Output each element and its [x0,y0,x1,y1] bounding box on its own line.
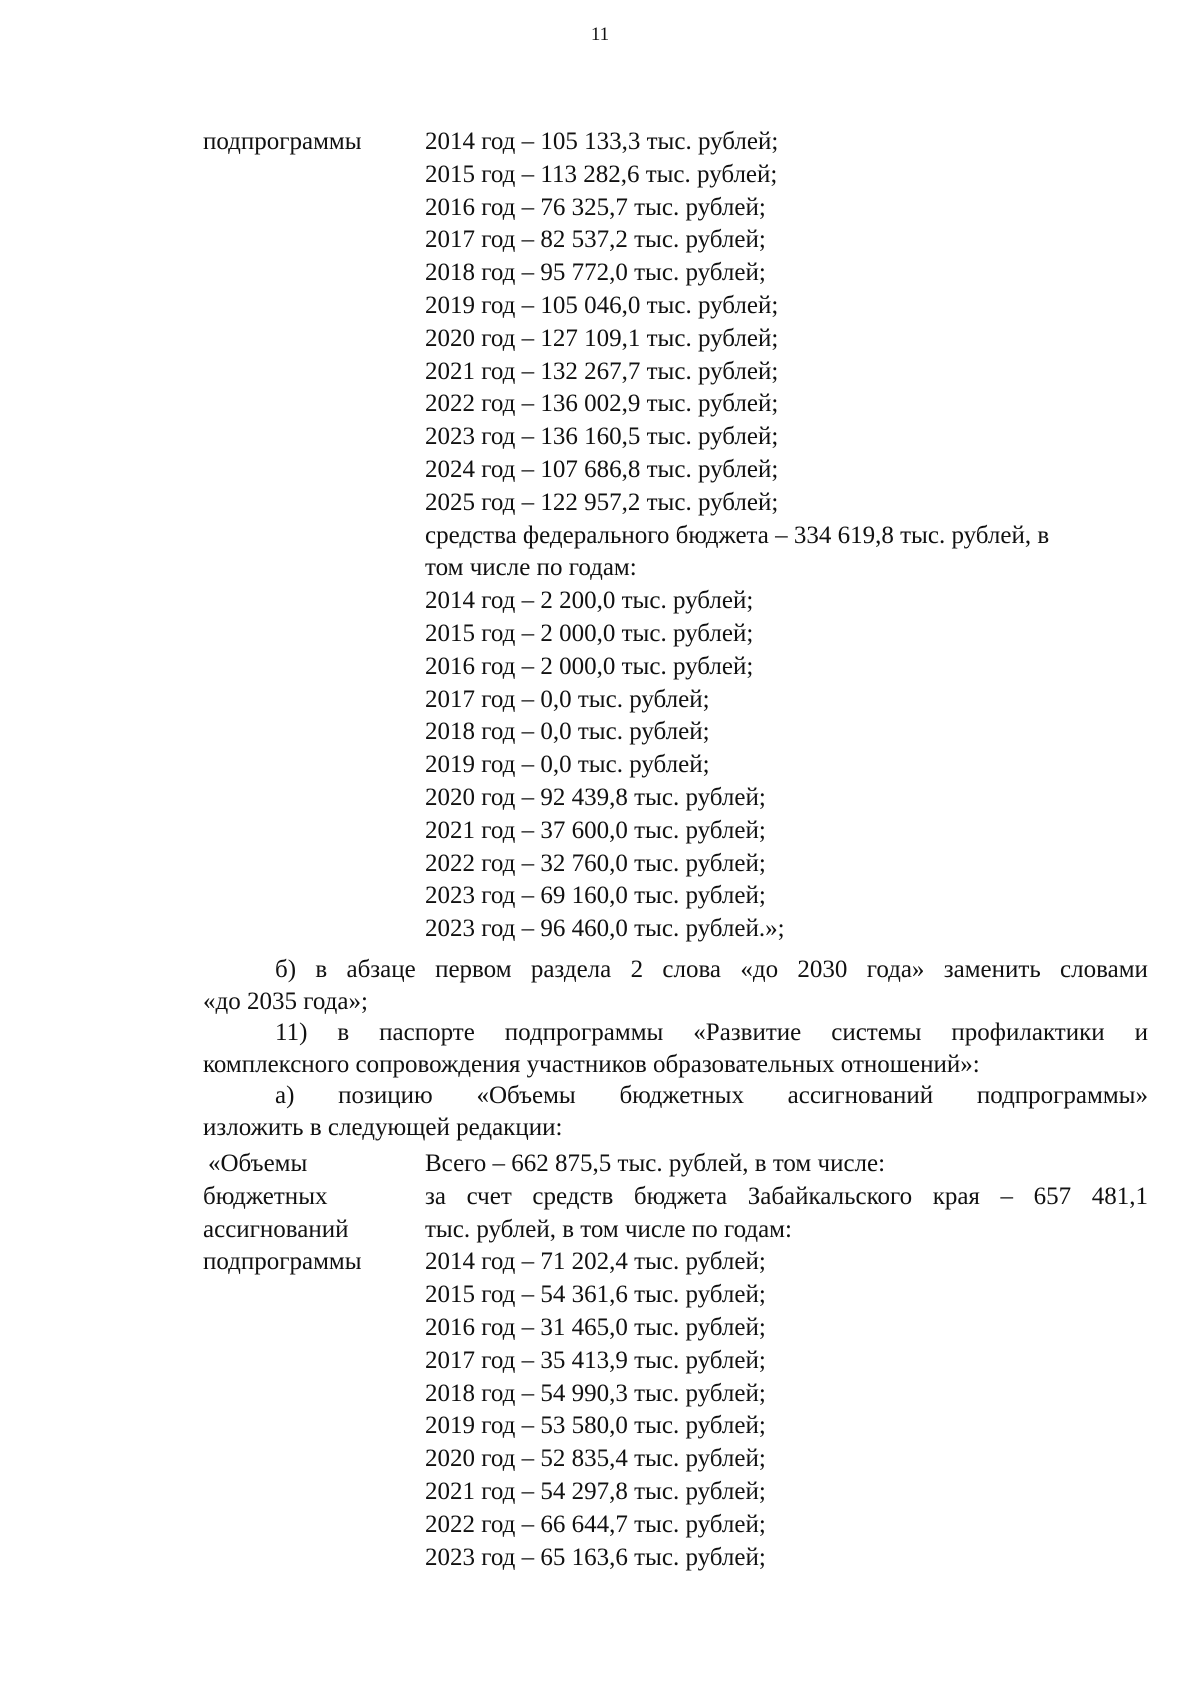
paragraph-b-line-1 [203,954,1148,986]
funding-row [203,1214,1148,1247]
funding-line: 2023 год – 65 163,6 тыс. рублей; [425,1543,766,1571]
funding-row [203,651,1148,684]
funding-line: 2023 год – 96 460,0 тыс. рублей.»; [425,915,785,943]
paragraph-11-line-1 [203,1017,1148,1049]
funding-row [203,192,1148,225]
funding-row [203,126,1148,159]
funding-row [203,224,1148,257]
regional-budget-line: тыс. рублей, в том числе по годам: [425,1215,792,1243]
word: года» [866,956,925,983]
funding-row [203,356,1148,389]
word: края [932,1182,980,1210]
word: паспорте [379,1019,475,1047]
funding-row [203,1443,1148,1476]
funding-row [203,454,1148,487]
word: «до [740,956,779,983]
funding-line: 2015 год – 2 000,0 тыс. рублей; [425,619,754,647]
word: 657 [1033,1182,1072,1210]
funding-line: 2020 год – 92 439,8 тыс. рублей; [425,783,766,811]
word: и [1134,1019,1148,1047]
funding-line: 2021 год – 54 297,8 тыс. рублей; [425,1477,766,1505]
page-number: 11 [590,24,610,45]
funding-row [203,388,1148,421]
funding-row [203,487,1148,520]
word: позицию [338,1082,433,1110]
funding-row [203,880,1148,913]
funding-line: 2021 год – 37 600,0 тыс. рублей; [425,816,766,844]
funding-line: 2015 год – 113 282,6 тыс. рублей; [425,160,778,188]
funding-line: 2016 год – 76 325,7 тыс. рублей; [425,193,766,221]
total-line: Всего – 662 875,5 тыс. рублей, в том числе: [425,1150,886,1177]
paragraph-b-line-2: «до 2035 года»; [203,987,368,1015]
word: раздела [530,956,612,983]
funding-row [203,1476,1148,1509]
funding-row [203,290,1148,323]
funding-row [203,421,1148,454]
funding-row [203,716,1148,749]
funding-row [203,1148,1148,1181]
funding-row [203,1345,1148,1378]
position-label: подпрограммы [203,1248,362,1276]
funding-row [203,1312,1148,1345]
word: 2 [630,956,644,983]
funding-line: 2019 год – 105 046,0 тыс. рублей; [425,291,779,319]
position-label: бюджетных [203,1182,328,1210]
funding-line: 2018 год – 95 772,0 тыс. рублей; [425,259,766,287]
funding-line: 2014 год – 71 202,4 тыс. рублей; [425,1248,766,1276]
funding-row [203,1542,1148,1575]
funding-row [203,913,1148,946]
funding-row [203,257,1148,290]
word: словами [1060,956,1148,983]
word: системы [831,1019,922,1047]
amendment-paragraphs [203,954,1148,1144]
funding-line: 2018 год – 0,0 тыс. рублей; [425,718,710,746]
funding-line: 2023 год – 69 160,0 тыс. рублей; [425,882,766,910]
word: 481,1 [1091,1182,1148,1210]
funding-row [203,1410,1148,1443]
funding-line: 2020 год – 52 835,4 тыс. рублей; [425,1445,766,1473]
funding-line: 2021 год – 132 267,7 тыс. рублей; [425,357,779,385]
funding-row [203,749,1148,782]
funding-line: 2014 год – 105 133,3 тыс. рублей; [425,128,779,155]
funding-line: 2024 год – 107 686,8 тыс. рублей; [425,455,779,483]
word: средств [532,1182,614,1210]
word: 2030 [797,956,848,983]
word: слова [662,956,722,983]
funding-row [203,1181,1148,1214]
funding-line: 2022 год – 136 002,9 тыс. рублей; [425,390,779,418]
funding-line: 2015 год – 54 361,6 тыс. рублей; [425,1281,766,1309]
position-label: «Объемы [208,1150,308,1177]
position-label: подпрограммы [203,128,362,155]
word: абзаце [346,956,416,983]
funding-row [203,815,1148,848]
funding-line: 2017 год – 35 413,9 тыс. рублей; [425,1346,766,1374]
funding-line: 2019 год – 53 580,0 тыс. рублей; [425,1412,766,1440]
funding-line: 2017 год – 0,0 тыс. рублей; [425,685,710,713]
federal-budget-line: средства федерального бюджета – 334 619,8 тыс. рублей, в [425,521,1050,549]
word: – [1000,1182,1014,1210]
word: Забайкальского [747,1182,913,1210]
funding-row [203,618,1148,651]
funding-line: 2018 год – 54 990,3 тыс. рублей; [425,1379,766,1407]
word: первом [435,956,512,983]
word: счет [466,1182,512,1210]
funding-row [203,1246,1148,1279]
funding-line: 2022 год – 32 760,0 тыс. рублей; [425,849,766,877]
funding-line: 2022 год – 66 644,7 тыс. рублей; [425,1510,766,1538]
funding-line: 2016 год – 31 465,0 тыс. рублей; [425,1313,766,1341]
funding-row [203,159,1148,192]
funding-row [203,520,1148,553]
word: а) [275,1082,295,1110]
word: профилактики [951,1019,1105,1047]
position-label: ассигнований [203,1215,349,1243]
funding-line: 2023 год – 136 160,5 тыс. рублей; [425,423,779,451]
word: «Объемы [476,1082,576,1110]
federal-budget-line: том числе по годам: [425,554,637,582]
word: бюджетных [619,1082,744,1110]
word: подпрограммы [504,1019,664,1047]
regional-budget-line [425,1181,1148,1214]
paragraph-11-line-2: комплексного сопровождения участников образовательных отношений»: [203,1050,980,1078]
funding-line: 2025 год – 122 957,2 тыс. рублей; [425,488,779,516]
word: заменить [943,956,1041,983]
word: в [315,956,328,983]
funding-line: 2016 год – 2 000,0 тыс. рублей; [425,652,754,680]
paragraph-a-line-2: изложить в следующей редакции: [203,1113,563,1141]
word: б) [275,956,297,983]
paragraph-a-line-1 [203,1080,1148,1112]
funding-row [203,848,1148,881]
funding-row [203,585,1148,618]
word: ассигнований [787,1082,934,1110]
funding-row [203,323,1148,356]
word: 11) [275,1019,308,1047]
funding-row [203,1279,1148,1312]
funding-block-new-edition [203,1148,1148,1574]
funding-row [203,782,1148,815]
funding-row [203,1378,1148,1411]
word: бюджета [633,1182,728,1210]
funding-line: 2014 год – 2 200,0 тыс. рублей; [425,587,754,615]
funding-row [203,1509,1148,1542]
funding-row [203,552,1148,585]
funding-line: 2020 год – 127 109,1 тыс. рублей; [425,324,779,352]
word: «Развитие [693,1019,802,1047]
word: подпрограммы» [976,1082,1148,1110]
funding-line: 2017 год – 82 537,2 тыс. рублей; [425,226,766,254]
funding-block-continuation [203,126,1148,946]
funding-line: 2019 год – 0,0 тыс. рублей; [425,751,710,779]
word: за [425,1182,446,1210]
funding-row [203,684,1148,717]
word: в [337,1019,350,1047]
